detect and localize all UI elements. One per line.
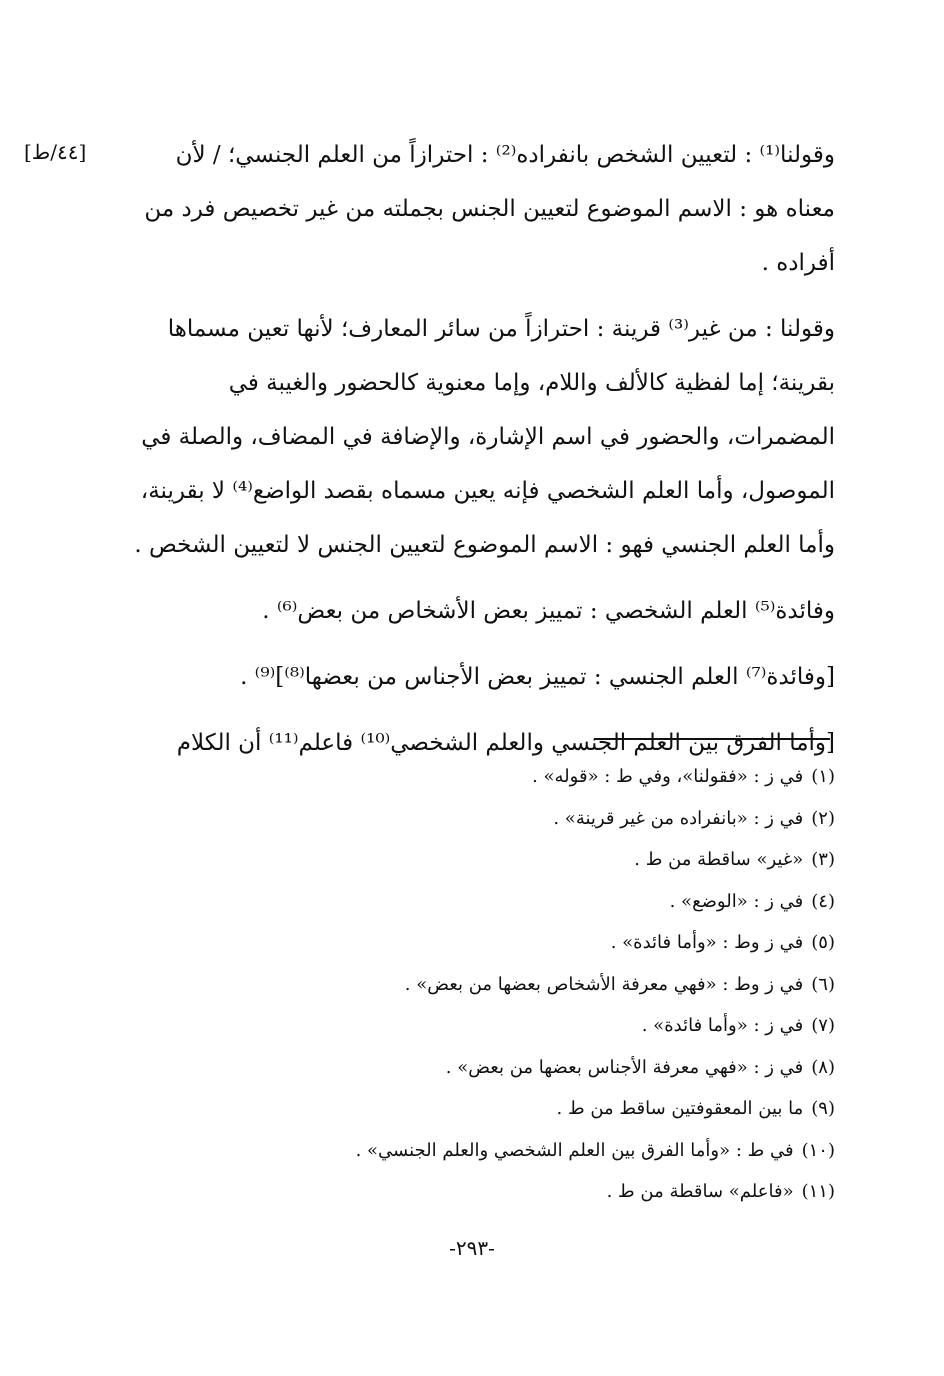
footnote-number: (٤): [811, 890, 835, 912]
footnote: [300, 839, 835, 881]
footnote: [300, 881, 835, 923]
footnote-text: «فاعلم» ساقطة من ط .: [606, 1181, 794, 1203]
footnote: [300, 922, 835, 964]
footnote: [300, 1130, 835, 1172]
footnote: [300, 1171, 835, 1213]
footnote-text: في ز : «فهي معرفة الأجناس بعضها من بعض» .: [445, 1056, 804, 1078]
footnote: [300, 756, 835, 798]
footnote-text: «غير» ساقطة من ط .: [634, 849, 804, 871]
footnote-number: (٩): [811, 1098, 835, 1120]
footnote-number: (٦): [811, 973, 835, 995]
footnote: [300, 964, 835, 1006]
footnote-number: (٣): [811, 849, 835, 871]
footnote: [300, 1088, 835, 1130]
text-line: وقولنا⁽¹⁾ : لتعيين الشخص بانفراده⁽²⁾ : احترازاً من العلم الجنسي؛ / لأن: [175, 141, 835, 168]
paragraph-3: [120, 584, 835, 638]
text-line: وأما العلم الجنسي فهو : الاسم الموضوع لتعيين الجنس لا لتعيين الشخص .: [134, 531, 835, 558]
footnote-text: في ز وط : «فهي معرفة الأشخاص بعضها من بعض» .: [404, 973, 804, 995]
paragraph-2: [120, 302, 835, 572]
margin-note: [٤٤/ط]: [24, 140, 87, 164]
main-text: [120, 128, 835, 782]
text-line: وقولنا : من غير⁽³⁾ قرينة : احترازاً من سائر المعارف؛ لأنها تعين مسماها: [167, 315, 835, 342]
footnote-number: (٢): [811, 807, 835, 829]
text-line: [وأما الفرق بين العلم الجنسي والعلم الشخصي⁽¹⁰⁾ فاعلم⁽¹¹⁾ أن الكلام: [176, 729, 835, 756]
footnote: [300, 1047, 835, 1089]
footnotes: [300, 756, 835, 1213]
text-line: الموصول، وأما العلم الشخصي فإنه يعين مسماه بقصد الواضع⁽⁴⁾ لا بقرينة،: [140, 477, 835, 504]
footnote-number: (٥): [811, 932, 835, 954]
footnote-text: في ز : «فقولنا»، وفي ط : «قوله» .: [532, 766, 804, 788]
text-line: المضمرات، والحضور في اسم الإشارة، والإضافة في المضاف، والصلة في: [141, 423, 835, 450]
footnote-text: في ط : «وأما الفرق بين العلم الشخصي والعلم الجنسي» .: [355, 1139, 794, 1161]
footnote-number: (١٠): [801, 1139, 835, 1161]
footnote-number: (١١): [801, 1181, 835, 1203]
footnote-number: (٨): [811, 1056, 835, 1078]
text-line: معناه هو : الاسم الموضوع لتعيين الجنس بجملته من غير تخصيص فرد من: [144, 195, 835, 222]
text-line: [وفائدة⁽⁷⁾ العلم الجنسي : تمييز بعض الأجناس من بعضها⁽⁸⁾]⁽⁹⁾ .: [240, 663, 835, 690]
text-line: أفراده .: [761, 249, 835, 276]
page-number: -٢٩٣-: [449, 1236, 495, 1260]
footnote-text: ما بين المعقوفتين ساقط من ط .: [556, 1098, 804, 1120]
text-line: وفائدة⁽⁵⁾ العلم الشخصي : تمييز بعض الأشخاص من بعض⁽⁶⁾ .: [262, 597, 835, 624]
footnote-text: في ز : «بانفراده من غير قرينة» .: [553, 807, 804, 829]
paragraph-4: [120, 650, 835, 704]
footnote-text: في ز : «الوضع» .: [669, 890, 804, 912]
footnote-text: في ز وط : «وأما فائدة» .: [610, 932, 804, 954]
text-line: بقرينة؛ إما لفظية كالألف واللام، وإما معنوية كالحضور والغيبة في: [228, 369, 835, 396]
footnote-text: في ز : «وأما فائدة» .: [641, 1015, 804, 1037]
footnote-number: (٧): [811, 1015, 835, 1037]
footnote: [300, 1005, 835, 1047]
footnote-divider: [594, 738, 830, 740]
footnote-number: (١): [811, 766, 835, 788]
paragraph-1: [120, 128, 835, 290]
footnote: [300, 798, 835, 840]
